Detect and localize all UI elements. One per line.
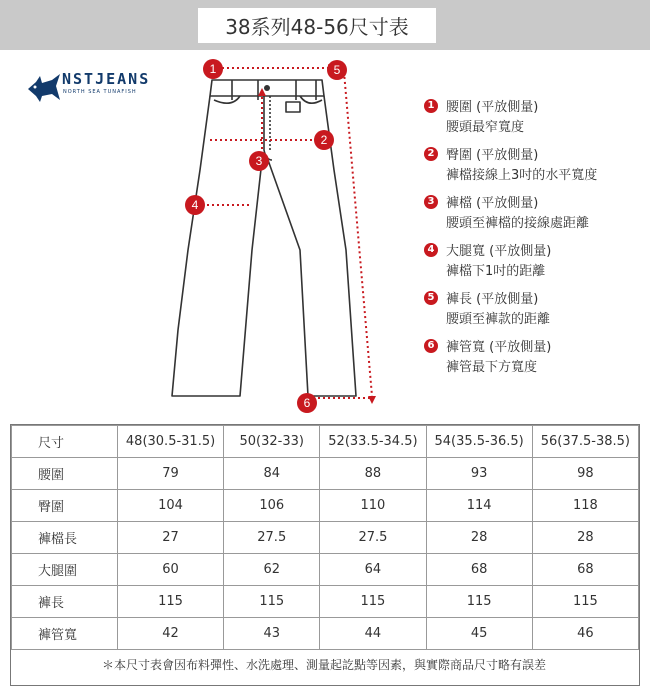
marker-5: 5 <box>333 63 341 77</box>
size-table <box>11 425 639 650</box>
legend-number: 1 <box>424 99 438 113</box>
table-cell: 104 <box>117 490 223 522</box>
table-cell: 64 <box>320 554 426 586</box>
table-cell: 79 <box>117 458 223 490</box>
disclaimer-note: ＊本尺寸表會因布料彈性、水洗處理、測量起訖點等因素，與實際商品尺寸略有誤差 <box>101 658 546 672</box>
table-cell: 118 <box>532 490 638 522</box>
header-cell: 54(35.5-36.5) <box>426 426 532 458</box>
table-cell: 28 <box>532 522 638 554</box>
table-cell: 68 <box>426 554 532 586</box>
row-label: 臀圍 <box>12 490 118 522</box>
pants-diagram <box>0 50 420 420</box>
table-cell: 115 <box>426 586 532 618</box>
logo-text: NSTJEANS <box>62 70 151 88</box>
table-row <box>12 490 639 522</box>
table-cell: 98 <box>532 458 638 490</box>
table-row <box>12 554 639 586</box>
marker-4: 4 <box>191 198 199 212</box>
marker-3: 3 <box>255 154 263 168</box>
marker-1: 1 <box>209 62 217 76</box>
table-cell: 42 <box>117 618 223 650</box>
table-cell: 27 <box>117 522 223 554</box>
legend-desc: 褲檔下1吋的距離 <box>446 264 546 279</box>
table-cell: 27.5 <box>224 522 320 554</box>
legend-number: 6 <box>424 339 438 353</box>
row-label: 腰圍 <box>12 458 118 490</box>
table-row <box>12 522 639 554</box>
table-cell: 60 <box>117 554 223 586</box>
legend-desc: 褲檔接線上3吋的水平寬度 <box>446 168 598 183</box>
row-label: 大腿圍 <box>12 554 118 586</box>
row-label: 褲管寬 <box>12 618 118 650</box>
table-cell: 93 <box>426 458 532 490</box>
header-cell: 尺寸 <box>12 426 118 458</box>
row-label: 褲長 <box>12 586 118 618</box>
table-cell: 115 <box>224 586 320 618</box>
legend-number: 5 <box>424 291 438 305</box>
table-cell: 43 <box>224 618 320 650</box>
legend-desc: 腰頭至褲檔的接線處距離 <box>446 216 590 231</box>
marker-2: 2 <box>320 133 328 147</box>
title-bar <box>0 0 650 50</box>
page-title: 38系列48-56尺寸表 <box>198 8 436 43</box>
table-header-row <box>12 426 639 458</box>
logo-subtext: NORTH SEA TUNAFISH <box>63 89 137 95</box>
table-row <box>12 586 639 618</box>
header-cell: 48(30.5-31.5) <box>117 426 223 458</box>
table-cell: 115 <box>117 586 223 618</box>
table-cell: 46 <box>532 618 638 650</box>
size-table-frame <box>10 424 640 686</box>
legend-name: 褲檔 (平放側量) <box>446 196 539 211</box>
table-cell: 68 <box>532 554 638 586</box>
table-cell: 106 <box>224 490 320 522</box>
table-cell: 110 <box>320 490 426 522</box>
header-cell: 52(33.5-34.5) <box>320 426 426 458</box>
marker-6: 6 <box>303 396 311 410</box>
legend-number: 4 <box>424 243 438 257</box>
legend-desc: 褲管最下方寬度 <box>446 360 538 375</box>
header-cell: 56(37.5-38.5) <box>532 426 638 458</box>
legend-name: 褲管寬 (平放側量) <box>446 340 552 355</box>
header-cell: 50(32-33) <box>224 426 320 458</box>
legend-number: 3 <box>424 195 438 209</box>
table-cell: 88 <box>320 458 426 490</box>
table-row <box>12 618 639 650</box>
table-cell: 62 <box>224 554 320 586</box>
legend-name: 腰圍 (平放側量) <box>446 100 539 115</box>
table-cell: 115 <box>320 586 426 618</box>
table-cell: 28 <box>426 522 532 554</box>
table-cell: 115 <box>532 586 638 618</box>
table-row <box>12 458 639 490</box>
table-cell: 45 <box>426 618 532 650</box>
legend-number: 2 <box>424 147 438 161</box>
table-cell: 84 <box>224 458 320 490</box>
table-cell: 27.5 <box>320 522 426 554</box>
legend-name: 褲長 (平放側量) <box>446 292 539 307</box>
legend-desc: 腰頭最窄寬度 <box>446 120 525 135</box>
legend-desc: 腰頭至褲款的距離 <box>446 312 551 327</box>
table-cell: 44 <box>320 618 426 650</box>
legend-name: 大腿寬 (平放側量) <box>446 244 552 259</box>
table-cell: 114 <box>426 490 532 522</box>
row-label: 褲檔長 <box>12 522 118 554</box>
legend-name: 臀圍 (平放側量) <box>446 148 539 163</box>
